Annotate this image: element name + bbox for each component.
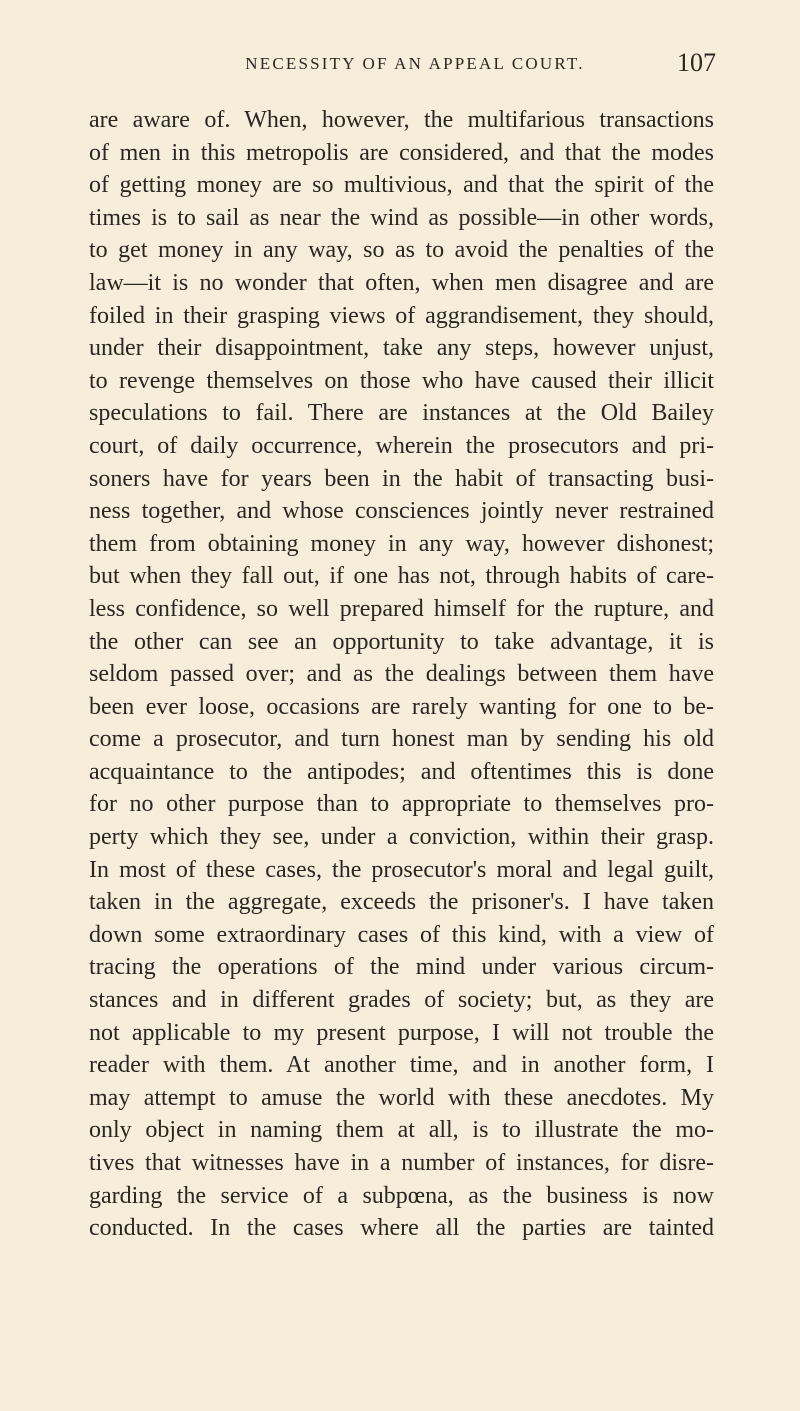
- text-line: perty which they see, under a conviction, within their grasp.: [89, 824, 714, 851]
- text-line: under their disappointment, take any steps, however unjust,: [89, 335, 714, 362]
- text-line: come a prosecutor, and turn honest man by sending his old: [89, 726, 714, 753]
- text-line: down some extraordinary cases of this kind, with a view of: [89, 921, 714, 948]
- text-line: only object in naming them at all, is to illustrate the mo-: [89, 1117, 714, 1144]
- running-head: NECESSITY OF AN APPEAL COURT.: [245, 54, 585, 73]
- text-line: soners have for years been in the habit of transacting busi-: [89, 465, 714, 492]
- text-line: the other can see an opportunity to take advantage, it is: [89, 628, 714, 655]
- text-line: stances and in different grades of society; but, as they are: [89, 987, 714, 1014]
- text-line: conducted. In the cases where all the parties are tainted: [89, 1215, 714, 1242]
- text-line: court, of daily occurrence, wherein the prosecutors and pri-: [89, 432, 714, 459]
- text-line: law—it is no wonder that often, when men disagree and are: [89, 269, 714, 296]
- text-line: of getting money are so multivious, and that the spirit of the: [89, 172, 714, 199]
- text-line: been ever loose, occasions are rarely wanting for one to be-: [89, 693, 714, 720]
- text-line: them from obtaining money in any way, however dishonest;: [89, 530, 714, 557]
- text-line: are aware of. When, however, the multifarious transactions: [89, 107, 714, 133]
- text-line: taken in the aggregate, exceeds the prisoner's. I have taken: [89, 889, 714, 916]
- text-line: for no other purpose than to appropriate to themselves pro-: [89, 791, 714, 818]
- text-line: to revenge themselves on those who have caused their illicit: [89, 367, 714, 394]
- text-line: In most of these cases, the prosecutor's moral and legal guilt,: [89, 856, 714, 883]
- text-line: ness together, and whose consciences jointly never restrained: [89, 498, 714, 525]
- text-line: seldom passed over; and as the dealings between them have: [89, 661, 714, 688]
- text-line: foiled in their grasping views of aggrandisement, they should,: [89, 302, 714, 329]
- text-line: of men in this metropolis are considered, and that the modes: [89, 139, 714, 166]
- text-line: less confidence, so well prepared himself for the rupture, and: [89, 595, 714, 622]
- text-line: times is to sail as near the wind as possible—in other words,: [89, 204, 714, 231]
- text-line: acquaintance to the antipodes; and oftentimes this is done: [89, 758, 714, 785]
- text-line: to get money in any way, so as to avoid the penalties of the: [89, 237, 714, 264]
- text-line: tives that witnesses have in a number of instances, for disre-: [89, 1150, 714, 1176]
- body-text: [89, 104, 714, 1245]
- text-line: garding the service of a subpœna, as the business is now: [89, 1182, 714, 1209]
- text-line: may attempt to amuse the world with these anecdotes. My: [89, 1084, 714, 1111]
- text-line: reader with them. At another time, and in another form, I: [89, 1052, 714, 1079]
- page-number: 107: [677, 48, 716, 77]
- text-line: tracing the operations of the mind under various circum-: [89, 954, 714, 981]
- text-line: not applicable to my present purpose, I will not trouble the: [89, 1019, 714, 1046]
- text-line: speculations to fail. There are instances at the Old Bailey: [89, 400, 714, 427]
- text-line: but when they fall out, if one has not, through habits of care-: [89, 563, 714, 590]
